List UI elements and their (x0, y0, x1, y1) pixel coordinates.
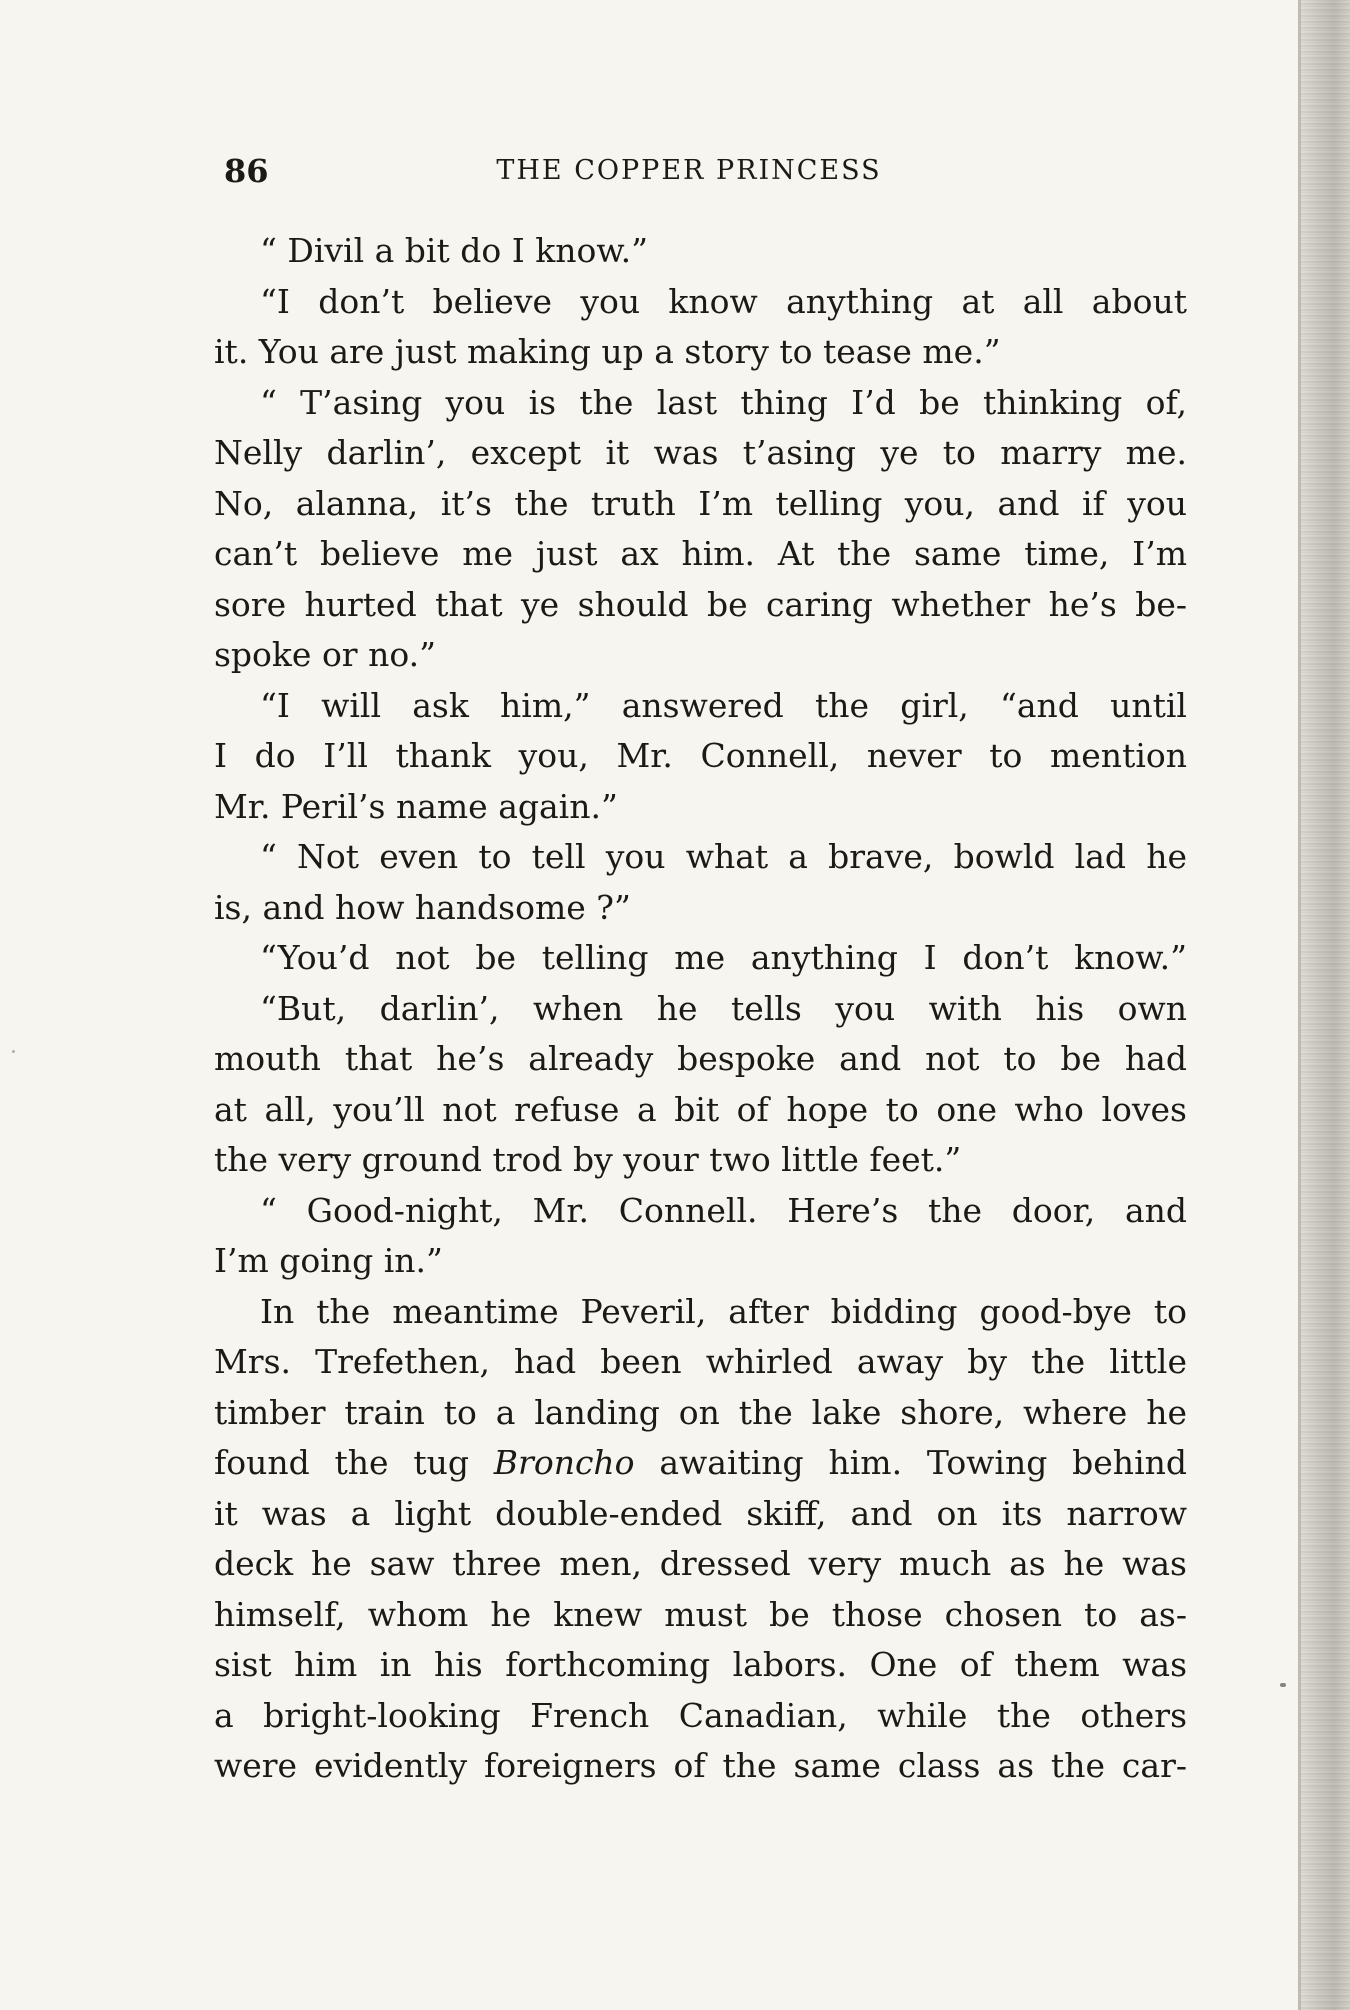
text-segment: awaiting him. Towing behind (634, 1443, 1187, 1482)
page-number: 86 (224, 152, 269, 190)
text-line: himself, whom he knew must be those chosen to as- (214, 1594, 1187, 1634)
text-line: it was a light double-ended skiff, and on its narrow (214, 1493, 1187, 1533)
text-line: a bright-looking French Canadian, while the others (214, 1695, 1187, 1735)
text-line: “But, darlin’, when he tells you with his own (260, 988, 1187, 1028)
text-line: I do I’ll thank you, Mr. Connell, never to mention (214, 736, 1187, 775)
text-line: Mrs. Trefethen, had been whirled away by the little (214, 1342, 1187, 1381)
text-line: Nelly darlin’, except it was t’asing ye to marry me. (214, 433, 1187, 472)
text-line: “ Divil a bit do I know.” (260, 231, 649, 270)
page-edge (1298, 0, 1350, 2010)
text-line: it. You are just making up a story to tease me.” (214, 332, 1001, 371)
text-line: I’m going in.” (214, 1241, 443, 1280)
text-line: the very ground trod by your two little feet.” (214, 1140, 962, 1179)
body-text (214, 226, 1187, 1792)
text-line: “ Not even to tell you what a brave, bowld lad he (260, 837, 1187, 876)
text-line: “I don’t believe you know anything at all about (260, 281, 1187, 321)
text-line: “I will ask him,” answered the girl, “and until (260, 685, 1187, 725)
page-header (224, 152, 1184, 196)
text-line: spoke or no.” (214, 635, 436, 674)
text-line: can’t believe me just ax him. At the same time, I’m (214, 534, 1187, 573)
text-line: No, alanna, it’s the truth I’m telling you, and if you (214, 483, 1187, 523)
text-line: sist him in his forthcoming labors. One of them was (214, 1645, 1187, 1684)
text-line: deck he saw three men, dressed very much as he was (214, 1544, 1187, 1583)
text-line: sore hurted that ye should be caring whether he’s be- (214, 584, 1187, 624)
text-line: “You’d not be telling me anything I don’t know.” (260, 938, 1187, 977)
paper-speck (1280, 1683, 1286, 1687)
text-line: timber train to a landing on the lake shore, where he (214, 1392, 1187, 1432)
text-line: “ T’asing you is the last thing I’d be thinking of, (260, 382, 1187, 422)
text-line: mouth that he’s already bespoke and not to be had (214, 1039, 1187, 1078)
running-title: THE COPPER PRINCESS (496, 155, 882, 186)
text-line: is, and how handsome ?” (214, 887, 631, 927)
text-line: “ Good-night, Mr. Connell. Here’s the door, and (260, 1190, 1187, 1230)
text-line: at all, you’ll not refuse a bit of hope to one who loves (214, 1089, 1187, 1129)
text-segment: found the tug (214, 1443, 494, 1482)
text-line: In the meantime Peveril, after bidding good-bye to (260, 1291, 1187, 1331)
text-line: were evidently foreigners of the same class as the car- (214, 1746, 1187, 1785)
ship-name: Broncho (493, 1443, 635, 1482)
text-line: Mr. Peril’s name again.” (214, 786, 618, 826)
paper-speck (12, 1050, 15, 1053)
text-line-with-italic (214, 1438, 1187, 1489)
